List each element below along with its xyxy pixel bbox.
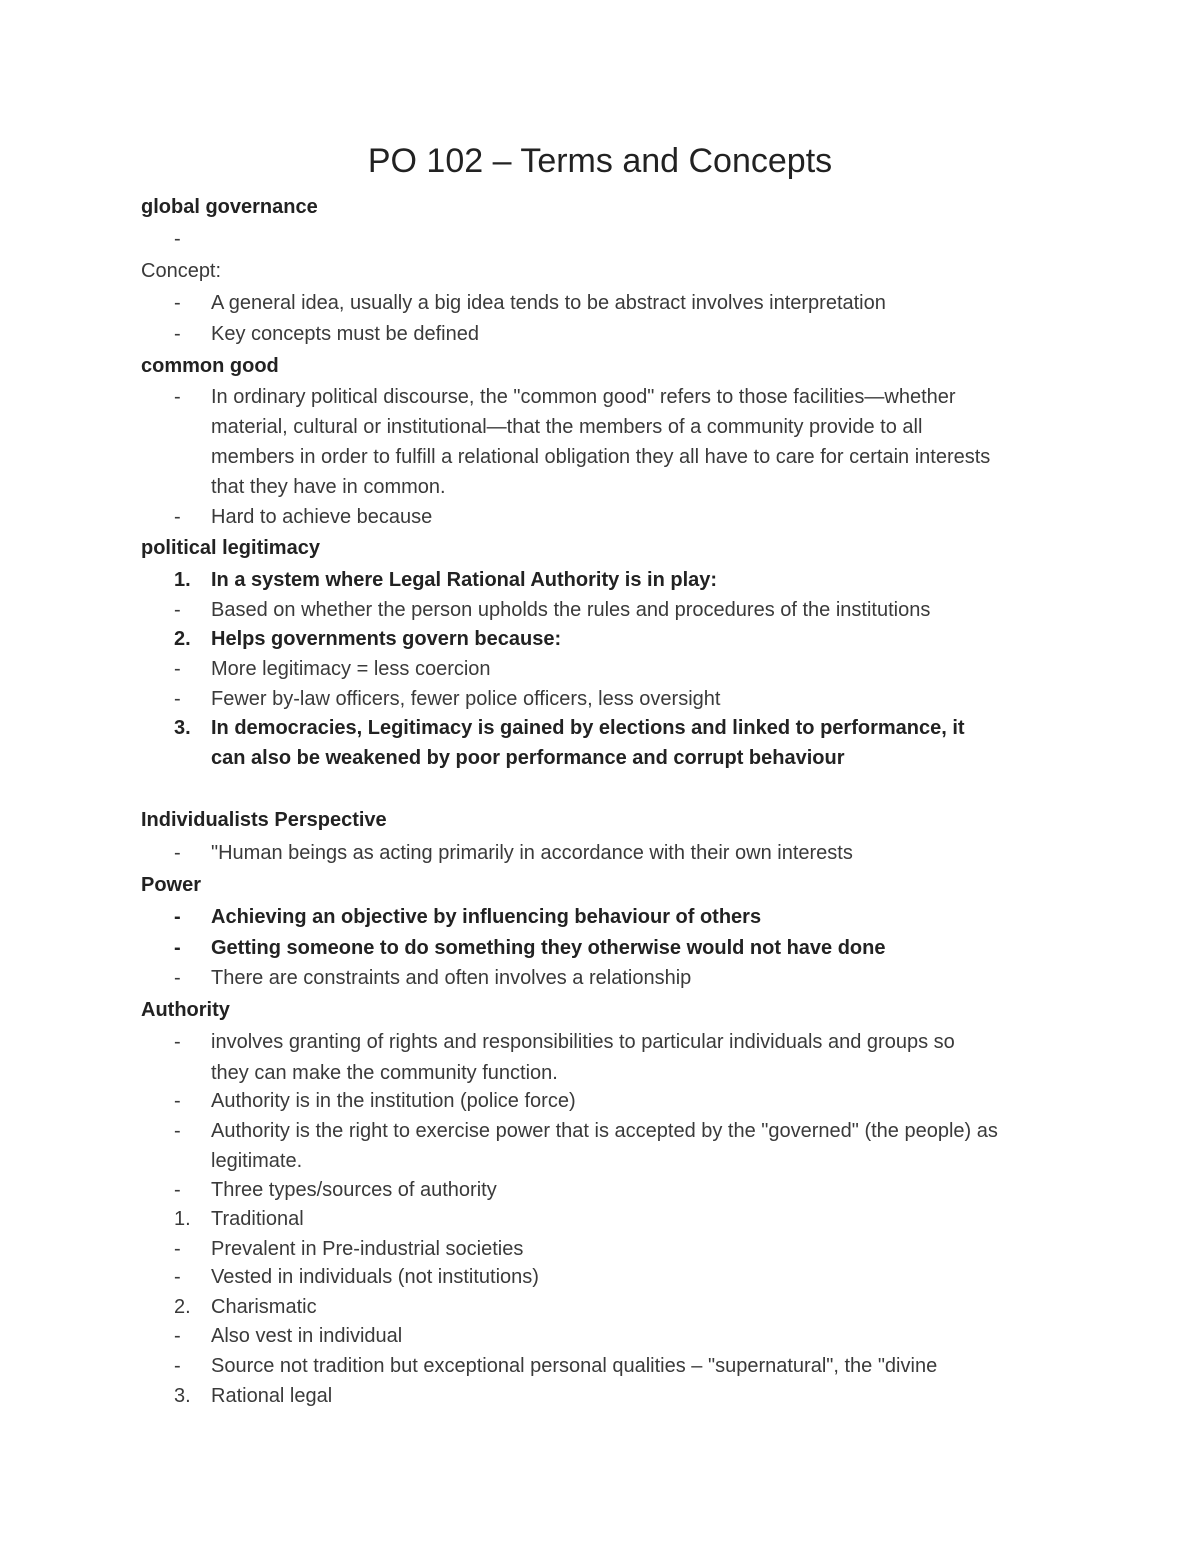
list-item-text: A general idea, usually a big idea tends to be abstract involves interpretation [211,292,886,314]
section-heading: Authority [141,999,230,1021]
list-marker: - [174,842,181,864]
list-item-text: Achieving an objective by influencing behaviour of others [211,906,762,928]
list-item-text: In ordinary political discourse, the "common good" refers to those facilities—whether [211,386,956,408]
section-heading: political legitimacy [141,537,320,559]
list-item-continuation: members in order to fulfill a relational obligation they all have to care for certain interests [211,446,991,468]
list-item-text: Based on whether the person upholds the rules and procedures of the institutions [211,599,931,621]
list-item-text: Three types/sources of authority [211,1179,497,1201]
list-marker: - [174,1179,181,1201]
list-item-continuation: material, cultural or institutional—that the members of a community provide to all [211,416,923,438]
list-item-text: In democracies, Legitimacy is gained by elections and linked to performance, it [211,717,965,739]
list-marker: - [174,506,181,528]
list-item-text: More legitimacy = less coercion [211,658,491,680]
list-item-text: There are constraints and often involves a relationship [211,967,692,989]
list-marker: 3. [174,1385,191,1407]
list-marker: - [174,1090,181,1112]
section-heading: Individualists Perspective [141,809,387,831]
list-marker: - [174,967,181,989]
list-item-text: Helps governments govern because: [211,628,562,650]
list-item-text: Traditional [211,1208,304,1230]
list-marker: 1. [174,1208,191,1230]
list-item-text: Also vest in individual [211,1325,403,1347]
list-item-text: "Human beings as acting primarily in accordance with their own interests [211,842,853,864]
list-item-continuation: can also be weakened by poor performance and corrupt behaviour [211,747,845,769]
list-marker: - [174,599,181,621]
list-marker: 2. [174,628,191,650]
list-marker: - [174,292,181,314]
list-item-text: Authority is in the institution (police force) [211,1090,576,1112]
list-item-text: Vested in individuals (not institutions) [211,1266,539,1288]
section-heading: common good [141,355,279,377]
page-title: PO 102 – Terms and Concepts [367,142,833,180]
list-item-text: Getting someone to do something they otherwise would not have done [211,937,886,959]
list-item-text: In a system where Legal Rational Authority is in play: [211,569,718,591]
list-marker: - [174,1120,181,1142]
list-item-text: Key concepts must be defined [211,323,479,345]
list-marker: - [174,688,181,710]
list-marker: 1. [174,569,191,591]
list-item-text: Source not tradition but exceptional personal qualities – "supernatural", the "divine [211,1355,938,1377]
list-marker: - [174,937,181,959]
list-marker: - [174,658,181,680]
list-marker: - [174,1031,181,1053]
list-marker: - [174,1266,181,1288]
section-label: Concept: [141,260,222,282]
list-marker: - [174,906,181,928]
list-item-text: Authority is the right to exercise power that is accepted by the "governed" (the people) as [211,1120,998,1142]
list-marker: - [174,228,181,250]
list-item-text: Rational legal [211,1385,333,1407]
list-item-text: Prevalent in Pre-industrial societies [211,1238,524,1260]
section-heading: Power [141,874,202,896]
list-item-continuation: they can make the community function. [211,1062,558,1084]
list-marker: - [174,1355,181,1377]
list-marker: - [174,386,181,408]
list-item-text: Charismatic [211,1296,317,1318]
section-heading: global governance [141,196,318,218]
list-marker: 2. [174,1296,191,1318]
list-item-continuation: that they have in common. [211,476,446,498]
list-item-continuation: legitimate. [211,1150,303,1172]
list-marker: - [174,1238,181,1260]
list-item-text: Fewer by-law officers, fewer police officers, less oversight [211,688,721,710]
list-item-text: Hard to achieve because [211,506,433,528]
list-marker: 3. [174,717,191,739]
list-item-text: involves granting of rights and responsibilities to particular individuals and groups so [211,1031,955,1053]
list-marker: - [174,1325,181,1347]
list-marker: - [174,323,181,345]
